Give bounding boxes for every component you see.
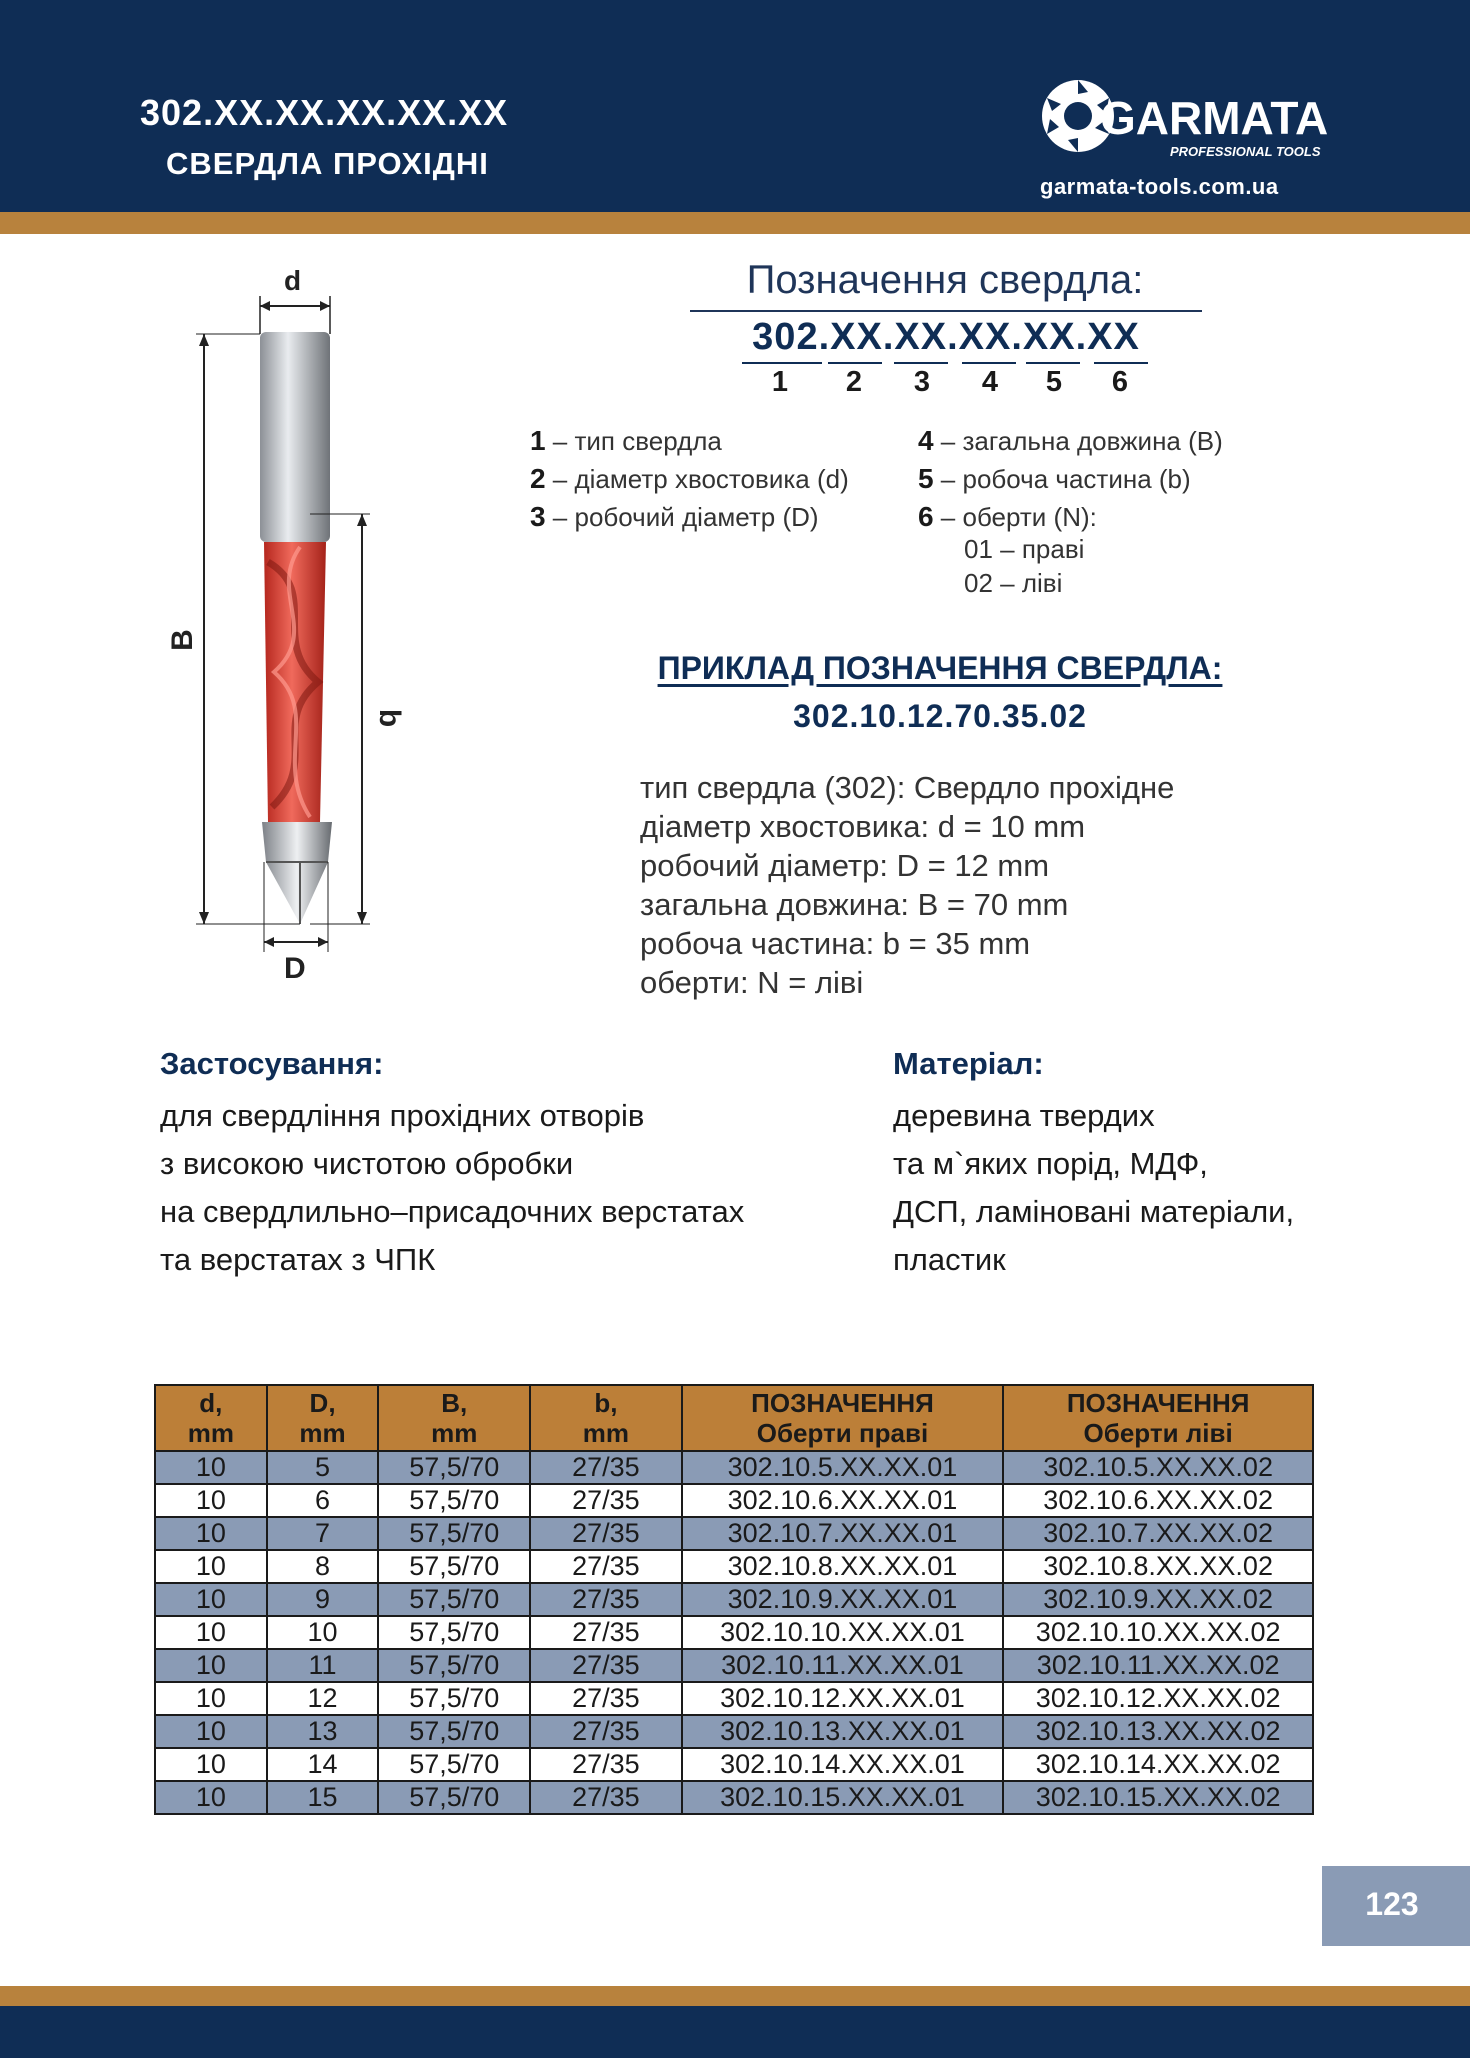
table-cell: 9 bbox=[267, 1583, 379, 1616]
table-cell: 302.10.12.XX.XX.01 bbox=[682, 1682, 1004, 1715]
table-cell: 302.10.5.XX.XX.02 bbox=[1003, 1451, 1313, 1484]
table-row bbox=[155, 1550, 1313, 1583]
table-cell: 27/35 bbox=[530, 1517, 682, 1550]
table-cell: 57,5/70 bbox=[378, 1715, 530, 1748]
table-cell: 8 bbox=[267, 1550, 379, 1583]
drill-shank bbox=[260, 332, 330, 542]
table-cell: 57,5/70 bbox=[378, 1748, 530, 1781]
table-cell: 302.10.7.XX.XX.01 bbox=[682, 1517, 1004, 1550]
table-cell: 302.10.11.XX.XX.01 bbox=[682, 1649, 1004, 1682]
table-cell: 57,5/70 bbox=[378, 1649, 530, 1682]
table-cell: 302.10.13.XX.XX.01 bbox=[682, 1715, 1004, 1748]
table-cell: 27/35 bbox=[530, 1682, 682, 1715]
table-cell: 27/35 bbox=[530, 1484, 682, 1517]
table-row bbox=[155, 1484, 1313, 1517]
table-cell: 27/35 bbox=[530, 1781, 682, 1814]
label-B: B bbox=[166, 629, 199, 651]
table-cell: 14 bbox=[267, 1748, 379, 1781]
table-row bbox=[155, 1781, 1313, 1814]
example-title: ПРИКЛАД ПОЗНАЧЕННЯ СВЕРДЛА: bbox=[657, 650, 1223, 686]
legend-item: 5 – робоча частина (b) bbox=[918, 463, 1191, 494]
segment-number: 4 bbox=[981, 366, 999, 398]
header-D: D, mm bbox=[267, 1385, 379, 1451]
table-cell: 12 bbox=[267, 1682, 379, 1715]
label-b: b bbox=[373, 708, 406, 728]
table-cell: 13 bbox=[267, 1715, 379, 1748]
segment-line-4 bbox=[962, 362, 1016, 364]
table-row bbox=[155, 1517, 1313, 1550]
example-line: робочий діаметр: D = 12 mm bbox=[640, 848, 1050, 883]
table-row bbox=[155, 1682, 1313, 1715]
table-cell: 27/35 bbox=[530, 1649, 682, 1682]
table-cell: 302.10.12.XX.XX.02 bbox=[1003, 1682, 1313, 1715]
dimension-d bbox=[260, 265, 330, 334]
table-header-row bbox=[155, 1385, 1313, 1451]
table-cell: 10 bbox=[155, 1715, 267, 1748]
table-cell: 10 bbox=[155, 1682, 267, 1715]
segment-number: 2 bbox=[845, 366, 863, 398]
drill-tip bbox=[262, 822, 332, 924]
table-body bbox=[155, 1451, 1313, 1814]
table-cell: 27/35 bbox=[530, 1748, 682, 1781]
table-cell: 302.10.10.XX.XX.01 bbox=[682, 1616, 1004, 1649]
table-cell: 57,5/70 bbox=[378, 1550, 530, 1583]
table-cell: 302.10.10.XX.XX.02 bbox=[1003, 1616, 1313, 1649]
segment-line-6 bbox=[1094, 362, 1148, 364]
table-cell: 57,5/70 bbox=[378, 1583, 530, 1616]
page-title: СВЕРДЛА ПРОХІДНІ bbox=[166, 146, 489, 181]
table-cell: 27/35 bbox=[530, 1451, 682, 1484]
segment-line-2 bbox=[828, 362, 882, 364]
table-cell: 57,5/70 bbox=[378, 1517, 530, 1550]
table-row bbox=[155, 1451, 1313, 1484]
table-cell: 302.10.11.XX.XX.02 bbox=[1003, 1649, 1313, 1682]
rotation-left: 02 – ліві bbox=[964, 568, 1063, 598]
logo-subtitle: PROFESSIONAL TOOLS bbox=[1170, 144, 1321, 159]
designation-title: Позначення свердла: bbox=[746, 258, 1144, 302]
label-D: D bbox=[284, 952, 306, 985]
table-cell: 10 bbox=[155, 1484, 267, 1517]
example-line: загальна довжина: B = 70 mm bbox=[640, 887, 1069, 922]
application-text: для свердління прохідних отворів з високою чистотою обробки на свердлильно–присадочних верстатах та верстатах з ЧПК bbox=[160, 1098, 745, 1277]
table-cell: 10 bbox=[155, 1781, 267, 1814]
header-B: B, mm bbox=[378, 1385, 530, 1451]
table-cell: 302.10.8.XX.XX.02 bbox=[1003, 1550, 1313, 1583]
example-line: оберти: N = ліві bbox=[640, 965, 864, 1000]
legend-right bbox=[918, 422, 1223, 536]
legend-item: 1 – тип свердла bbox=[530, 425, 722, 456]
table-cell: 10 bbox=[155, 1550, 267, 1583]
application-heading: Застосування: bbox=[160, 1046, 384, 1081]
table-cell: 302.10.6.XX.XX.01 bbox=[682, 1484, 1004, 1517]
table-cell: 302.10.8.XX.XX.01 bbox=[682, 1550, 1004, 1583]
rotation-options bbox=[964, 532, 1084, 600]
header-d: d, mm bbox=[155, 1385, 267, 1451]
segment-line-5 bbox=[1026, 362, 1080, 364]
table-cell: 10 bbox=[267, 1616, 379, 1649]
table-cell: 302.10.9.XX.XX.01 bbox=[682, 1583, 1004, 1616]
header-b: b, mm bbox=[530, 1385, 682, 1451]
table-row bbox=[155, 1748, 1313, 1781]
segment-number: 3 bbox=[913, 366, 931, 398]
table-cell: 302.10.7.XX.XX.02 bbox=[1003, 1517, 1313, 1550]
footer-band bbox=[0, 2006, 1470, 2058]
segment-line-1 bbox=[742, 362, 822, 364]
example-line: робоча частина: b = 35 mm bbox=[640, 926, 1031, 961]
table-cell: 302.10.13.XX.XX.02 bbox=[1003, 1715, 1313, 1748]
example-list bbox=[640, 768, 1174, 1002]
table-cell: 10 bbox=[155, 1517, 267, 1550]
legend-item: 2 – діаметр хвостовика (d) bbox=[530, 463, 849, 494]
header-stripe bbox=[0, 212, 1470, 234]
material-text: деревина твердих та м`яких порід, МДФ, ДСП, ламіновані матеріали, пластик bbox=[893, 1098, 1295, 1277]
table-cell: 27/35 bbox=[530, 1583, 682, 1616]
legend-item: 4 – загальна довжина (B) bbox=[918, 425, 1223, 456]
table-cell: 57,5/70 bbox=[378, 1484, 530, 1517]
table-cell: 302.10.6.XX.XX.02 bbox=[1003, 1484, 1313, 1517]
spec-table bbox=[154, 1384, 1314, 1815]
table-cell: 6 bbox=[267, 1484, 379, 1517]
table-cell: 302.10.14.XX.XX.01 bbox=[682, 1748, 1004, 1781]
drill-drawing bbox=[150, 262, 430, 992]
segment-number: 6 bbox=[1111, 366, 1129, 398]
table-cell: 11 bbox=[267, 1649, 379, 1682]
table-cell: 302.10.5.XX.XX.01 bbox=[682, 1451, 1004, 1484]
logo-text: GARMATA bbox=[1100, 92, 1329, 144]
table-cell: 15 bbox=[267, 1781, 379, 1814]
label-d: d bbox=[284, 265, 302, 296]
table-row bbox=[155, 1583, 1313, 1616]
example-line: діаметр хвостовика: d = 10 mm bbox=[640, 809, 1086, 844]
rotation-right: 01 – праві bbox=[964, 534, 1085, 564]
legend-left bbox=[530, 422, 849, 536]
table-row bbox=[155, 1616, 1313, 1649]
legend-item: 3 – робочий діаметр (D) bbox=[530, 501, 819, 532]
table-row bbox=[155, 1715, 1313, 1748]
table-cell: 57,5/70 bbox=[378, 1451, 530, 1484]
table-row bbox=[155, 1649, 1313, 1682]
website-link[interactable]: garmata-tools.com.ua bbox=[1040, 174, 1279, 199]
designation-underline bbox=[690, 310, 1202, 312]
table-cell: 10 bbox=[155, 1583, 267, 1616]
table-cell: 27/35 bbox=[530, 1715, 682, 1748]
designation-code: 302.XX.XX.XX.XX.XX bbox=[752, 316, 1140, 358]
table-cell: 27/35 bbox=[530, 1616, 682, 1649]
legend-item: 6 – оберти (N): bbox=[918, 501, 1097, 532]
page-number: 123 bbox=[1365, 1886, 1419, 1922]
table-cell: 27/35 bbox=[530, 1550, 682, 1583]
garmata-logo bbox=[1030, 68, 1330, 168]
table-cell: 10 bbox=[155, 1649, 267, 1682]
table-cell: 302.10.15.XX.XX.01 bbox=[682, 1781, 1004, 1814]
table-cell: 7 bbox=[267, 1517, 379, 1550]
table-cell: 10 bbox=[155, 1616, 267, 1649]
header-designation-left: ПОЗНАЧЕННЯ Оберти ліві bbox=[1003, 1385, 1313, 1451]
table-cell: 302.10.15.XX.XX.02 bbox=[1003, 1781, 1313, 1814]
table-cell: 10 bbox=[155, 1451, 267, 1484]
footer-stripe bbox=[0, 1986, 1470, 2006]
table-cell: 57,5/70 bbox=[378, 1781, 530, 1814]
product-code: 302.XX.XX.XX.XX.XX bbox=[140, 92, 509, 133]
example-code: 302.10.12.70.35.02 bbox=[793, 698, 1087, 734]
table-cell: 57,5/70 bbox=[378, 1616, 530, 1649]
table-cell: 10 bbox=[155, 1748, 267, 1781]
header-designation-right: ПОЗНАЧЕННЯ Оберти праві bbox=[682, 1385, 1004, 1451]
material-heading: Матеріал: bbox=[893, 1046, 1044, 1081]
table-cell: 57,5/70 bbox=[378, 1682, 530, 1715]
table-cell: 5 bbox=[267, 1451, 379, 1484]
example-line: тип свердла (302): Свердло прохідне bbox=[640, 770, 1175, 805]
table-cell: 302.10.9.XX.XX.02 bbox=[1003, 1583, 1313, 1616]
segment-line-3 bbox=[894, 362, 948, 364]
segment-number: 5 bbox=[1045, 366, 1063, 398]
segment-number: 1 bbox=[771, 366, 789, 398]
table-cell: 302.10.14.XX.XX.02 bbox=[1003, 1748, 1313, 1781]
